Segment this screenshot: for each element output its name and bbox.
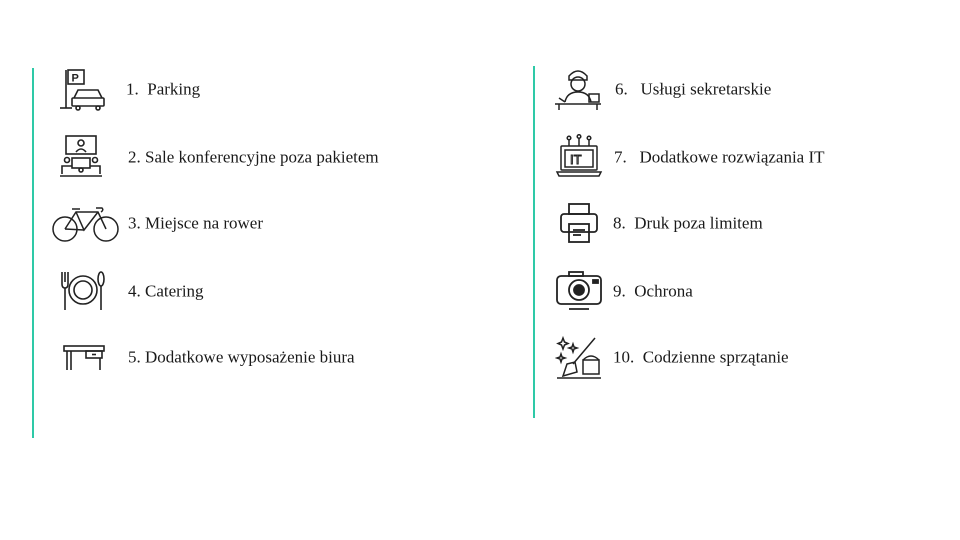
item-text: Druk poza limitem <box>634 213 763 233</box>
printer-icon <box>555 200 605 246</box>
list-item-conference-rooms <box>56 134 456 180</box>
item-text: Usługi sekretarskie <box>640 79 772 99</box>
cleaning-icon <box>555 334 605 380</box>
list-item-bike-parking <box>52 200 352 246</box>
svg-text:IT: IT <box>570 152 582 167</box>
item-text: Miejsce na rower <box>145 213 264 233</box>
item-number: 10. <box>613 347 635 367</box>
item-label <box>128 149 379 166</box>
item-number: 4. <box>128 281 141 301</box>
list-item-catering <box>56 268 356 314</box>
item-text: Dodatkowe wyposażenie biura <box>145 347 355 367</box>
list-item-parking <box>56 66 356 112</box>
right-accent-line <box>533 66 535 418</box>
item-number: 5. <box>128 347 141 367</box>
item-label <box>613 283 693 300</box>
bicycle-icon <box>52 200 120 246</box>
item-number: 1. <box>126 79 139 99</box>
item-label <box>613 215 763 232</box>
item-label <box>126 81 200 98</box>
secretary-icon <box>553 66 603 112</box>
item-number: 6. <box>615 79 628 99</box>
item-label <box>614 149 825 166</box>
item-text: Codzienne sprzątanie <box>642 347 789 367</box>
desk-icon <box>56 334 106 380</box>
list-item-printing <box>555 200 875 246</box>
list-item-cleaning <box>555 334 875 380</box>
item-label <box>128 349 355 366</box>
left-accent-line <box>32 68 34 438</box>
item-label <box>615 81 771 98</box>
svg-text:P: P <box>71 72 79 85</box>
item-number: 9. <box>613 281 626 301</box>
item-number: 8. <box>613 213 626 233</box>
list-item-it-solutions <box>555 134 875 180</box>
list-item-secretarial <box>553 66 873 112</box>
item-label <box>613 349 789 366</box>
item-text: Catering <box>145 281 204 301</box>
it-solutions-icon <box>555 134 605 180</box>
list-item-office-equipment <box>56 334 416 380</box>
item-number: 3. <box>128 213 141 233</box>
item-label <box>128 215 263 232</box>
catering-icon <box>56 268 106 314</box>
item-text: Dodatkowe rozwiązania IT <box>639 147 825 167</box>
conference-room-icon <box>56 134 106 180</box>
parking-icon <box>56 66 106 112</box>
item-number: 7. <box>614 147 627 167</box>
item-number: 2. <box>128 147 141 167</box>
list-item-security <box>555 268 875 314</box>
item-text: Ochrona <box>634 281 693 301</box>
item-text: Sale konferencyjne poza pakietem <box>145 147 379 167</box>
camera-icon <box>555 268 605 314</box>
item-label <box>128 283 204 300</box>
item-text: Parking <box>147 79 201 99</box>
